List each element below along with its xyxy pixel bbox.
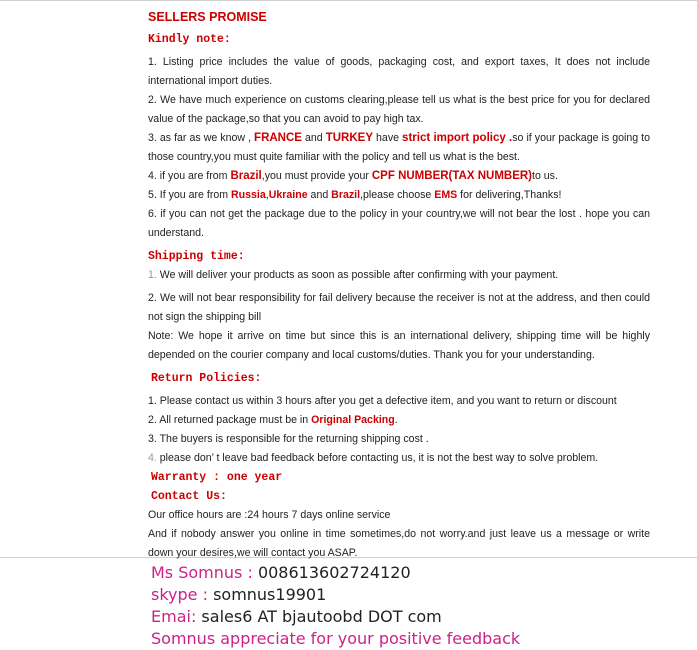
footer-thanks-line: Somnus appreciate for your positive feedback xyxy=(151,629,521,648)
shipping-note: Note: We hope it arrive on time but since this is an international delivery, shipping time will be highly depended on the courier company and local customs/duties. Thank you for your understanding. xyxy=(148,330,650,361)
turkey-highlight: TURKEY xyxy=(325,132,373,144)
shipping-2: 2. We will not bear responsibility for fail delivery because the receiver is not at the address, and then could not sign the shipping bill xyxy=(148,292,650,323)
original-packing-highlight: Original Packing xyxy=(311,414,395,426)
brazil-highlight-2: Brazil xyxy=(331,189,361,201)
note-3: 3. as far as we know , FRANCE and TURKEY have strict import policy .so if your package is going to those country,you must quite familiar with the policy and tell us what is the best. xyxy=(148,132,650,163)
return-4: 4. please don’ t leave bad feedback before contacting us, it is not the best way to solve problem. xyxy=(148,452,599,464)
policy-content xyxy=(148,8,650,563)
strict-policy-highlight: strict import policy . xyxy=(402,132,513,144)
contact-heading: Contact Us: xyxy=(151,490,227,503)
return-3: 3. The buyers is responsible for the returning shipping cost . xyxy=(148,433,429,445)
shipping-heading: Shipping time: xyxy=(148,250,245,263)
footer-email-line: Emai: sales6 AT bjautoobd DOT com xyxy=(151,607,442,626)
sellers-promise-title: SELLERS PROMISE xyxy=(148,10,267,24)
note-6: 6. if you can not get the package due to the policy in your country,we will not bear the lost . hope you can understand. xyxy=(148,208,650,239)
return-heading: Return Policies: xyxy=(151,372,262,385)
note-2: 2. We have much experience on customs clearing,please tell us what is the best price for you for declared value of the package,so that you can avoid to pay high tax. xyxy=(148,94,650,125)
return-2: 2. All returned package must be in Original Packing. xyxy=(148,414,398,426)
cpf-highlight: CPF NUMBER(TAX NUMBER) xyxy=(371,170,533,182)
note-5: 5. If you are from Russia,Ukraine and Brazil,please choose EMS for delivering,Thanks! xyxy=(148,189,562,201)
contact-footer xyxy=(151,562,520,650)
note-4: 4. if you are from Brazil,you must provide your CPF NUMBER(TAX NUMBER)to us. xyxy=(148,170,558,182)
contact-hours: Our office hours are :24 hours 7 days online service xyxy=(148,509,391,521)
return-1: 1. Please contact us within 3 hours after you get a defective item, and you want to return or discount xyxy=(148,395,617,407)
contact-message: And if nobody answer you online in time sometimes,do not worry.and just leave us a message or write down your desires,we will contact you ASAP. xyxy=(148,528,650,559)
skype-id: somnus19901 xyxy=(213,585,327,604)
ems-highlight: EMS xyxy=(434,189,458,201)
footer-name-line: Ms Somnus : 008613602724120 xyxy=(151,563,411,582)
note-1: 1. Listing price includes the value of goods, packaging cost, and export taxes, It does not include international import duties. xyxy=(148,56,650,87)
brazil-highlight: Brazil xyxy=(230,170,262,182)
france-highlight: FRANCE xyxy=(254,132,302,144)
ukraine-highlight: Ukraine xyxy=(268,189,308,201)
russia-highlight: Russia xyxy=(231,189,266,201)
shipping-1: 1. We will deliver your products as soon as possible after confirming with your payment. xyxy=(148,269,559,281)
phone-number: 008613602724120 xyxy=(257,563,411,582)
email-address: sales6 AT bjautoobd DOT com xyxy=(201,607,442,626)
warranty-heading: Warranty : one year xyxy=(151,471,283,484)
kindly-note-heading: Kindly note: xyxy=(148,33,231,46)
footer-skype-line: skype : somnus19901 xyxy=(151,585,327,604)
